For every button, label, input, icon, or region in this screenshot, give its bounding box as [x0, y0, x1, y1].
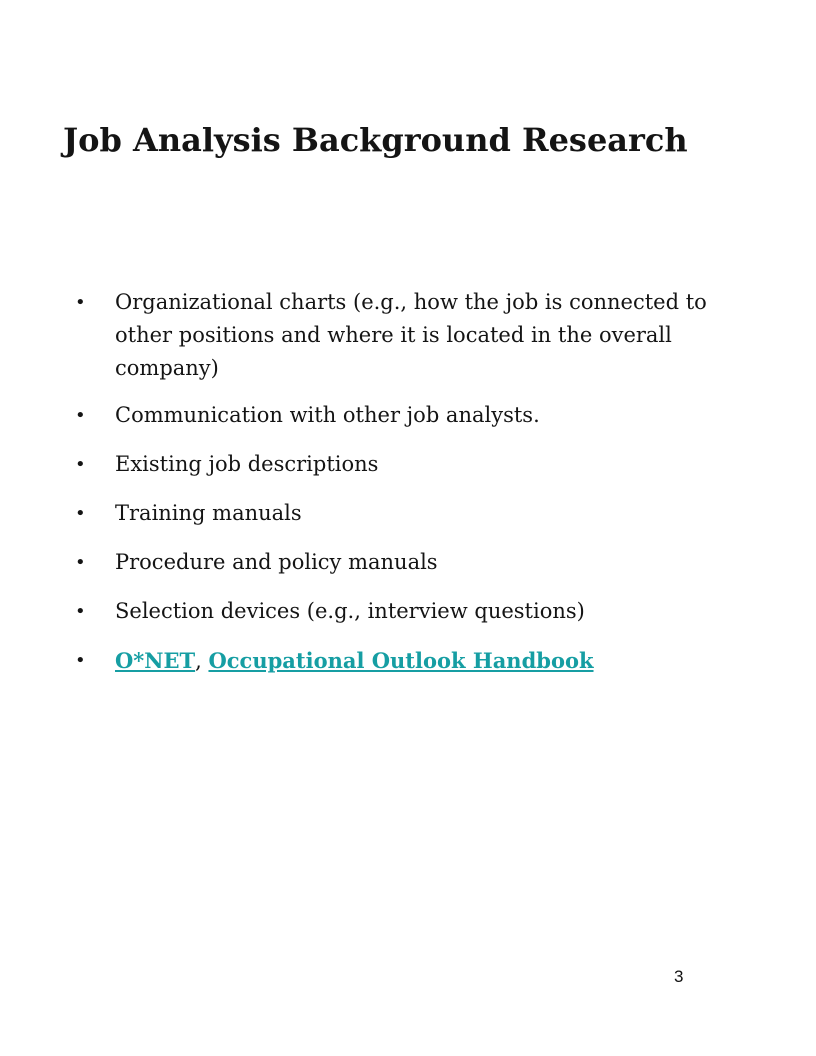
- bullet-icon: •: [75, 650, 86, 671]
- slide-title: Job Analysis Background Research: [63, 121, 688, 159]
- bullet-item-links: [75, 644, 765, 678]
- bullet-item-training-manuals: [75, 497, 765, 530]
- bullet-icon: •: [75, 601, 86, 622]
- bullet-text: Selection devices (e.g., interview questions): [115, 599, 585, 623]
- bullet-item-procedure-manuals: [75, 546, 765, 579]
- page-number: 3: [674, 967, 684, 986]
- bullet-icon: •: [75, 454, 86, 475]
- bullet-text: Procedure and policy manuals: [115, 550, 438, 574]
- bullet-item-job-descriptions: [75, 448, 765, 481]
- bullet-icon: •: [75, 292, 86, 313]
- bullet-text: Existing job descriptions: [115, 452, 379, 476]
- bullet-icon: •: [75, 503, 86, 524]
- bullet-text: Organizational charts (e.g., how the job is connected to other positions and where it is located in the overall company): [115, 290, 707, 380]
- bullet-item-selection-devices: [75, 595, 765, 628]
- onet-link[interactable]: O*NET: [115, 648, 196, 673]
- bullet-text: Training manuals: [115, 501, 302, 525]
- occupational-outlook-handbook-link[interactable]: Occupational Outlook Handbook: [208, 648, 594, 673]
- bullet-text: Communication with other job analysts.: [115, 403, 540, 427]
- bullet-icon: •: [75, 552, 86, 573]
- bullet-text: [115, 649, 594, 673]
- bullet-list: [75, 286, 765, 694]
- bullet-icon: •: [75, 405, 86, 426]
- bullet-item-communication: [75, 399, 765, 432]
- bullet-item-org-charts: [75, 286, 765, 385]
- link-separator: ,: [195, 649, 209, 673]
